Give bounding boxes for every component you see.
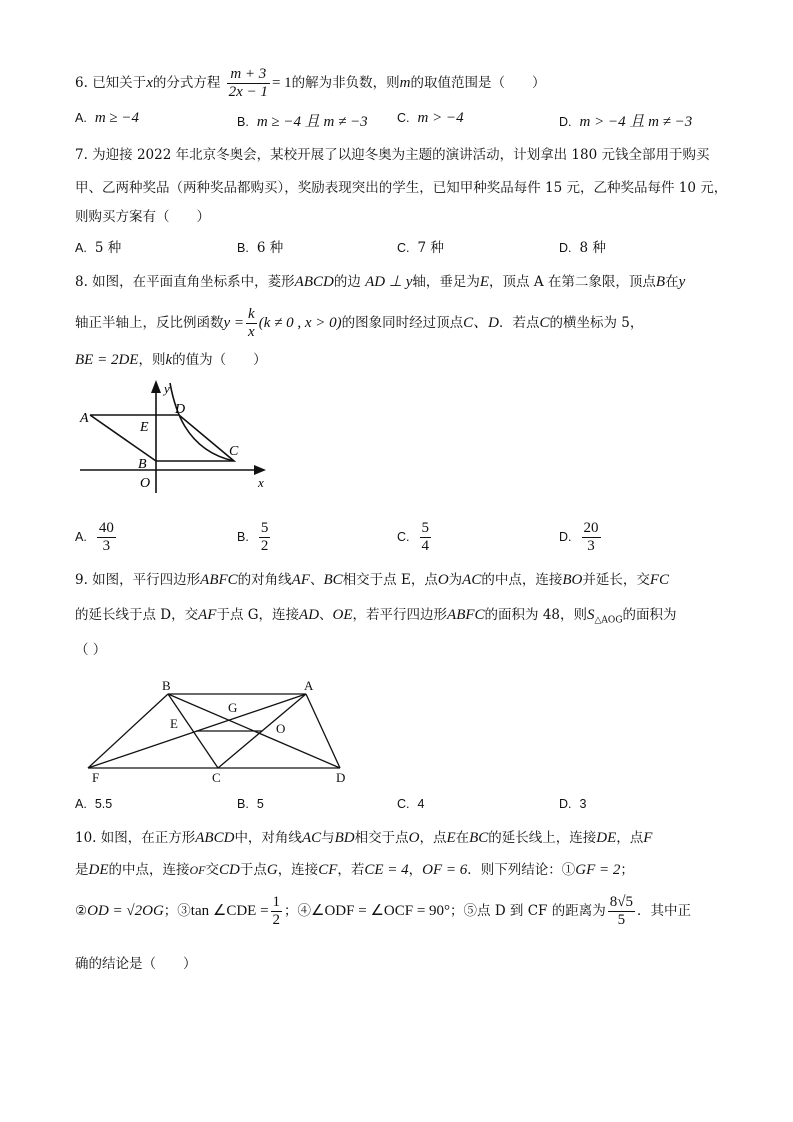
q9-option-c[interactable]: C. 4: [397, 797, 425, 811]
label-f: F: [92, 770, 100, 785]
q8-rhombus-figure: [74, 375, 274, 495]
q8-option-a[interactable]: A. $\frac{40}{3}$: [75, 520, 114, 554]
label-d: D: [175, 402, 186, 417]
q8-option-b[interactable]: B. $\frac{5}{2}$: [237, 520, 269, 554]
q7-options: [75, 236, 715, 260]
q7-line-1: 7. 为迎接 2022 年北京冬奥会，某校开展了以迎冬奥为主题的演讲活动，计划拿出 180 元钱全部用于购买: [75, 147, 710, 163]
q8-line-1: 8. 如图，在平面直角坐标系中，菱形ABCD的边 AD ⊥ y轴，垂足为E，顶点 A 在第二象限，顶点B在y: [75, 274, 686, 290]
q9-option-a[interactable]: A. 5.5: [75, 797, 113, 811]
q6-option-b[interactable]: B. m ≥ −4 且 m ≠ −3: [237, 114, 368, 130]
q10-line-2: 是DE的中点，连接OF交CD于点G，连接CF，若CE = 4，OF = 6．则下列结论：①GF = 2；: [75, 862, 634, 878]
q8-option-c[interactable]: C. $\frac{5}{4}$: [397, 520, 429, 554]
q10-line-4: 确的结论是（ ）: [75, 956, 197, 972]
label-e: E: [170, 716, 178, 731]
x-axis-arrow-icon: [254, 465, 266, 475]
q6-option-a[interactable]: A. m ≥ −4: [75, 110, 139, 126]
q8-options: [75, 520, 715, 564]
label-x: x: [258, 475, 264, 490]
rhombus-abcd: [90, 415, 234, 461]
label-o: O: [276, 721, 286, 736]
q9-line-3: （ ）: [75, 642, 107, 658]
hyperbola-curve: [170, 383, 234, 461]
q9-parallelogram-figure: [80, 676, 370, 788]
label-y: y: [164, 381, 170, 396]
label-b: B: [138, 457, 147, 472]
q10-line-1: 10. 如图，在正方形ABCD中，对角线AC与BD相交于点O，点E在BC的延长线上，连接DE，点F: [75, 830, 653, 846]
q6-equation-fraction: $\frac{m + 3}{2x - 1}$: [228, 66, 268, 100]
q8-option-d[interactable]: D. $\frac{20}{3}$: [559, 520, 599, 554]
label-a: A: [304, 678, 314, 693]
q8-function-fraction: $\frac{k}{x}$: [248, 306, 255, 340]
q6-options: [75, 110, 715, 134]
q7-option-b[interactable]: B. 6 种: [237, 240, 284, 256]
q7-line-2: 甲、乙两种奖品（两种奖品都购买），奖励表现突出的学生，已知甲种奖品每件 15 元，乙种奖品每件 10 元，: [75, 180, 728, 196]
q9-line-1: 9. 如图，平行四边形ABFC的对角线AF、BC相交于点 E，点O为AC的中点，连接BO并延长，交FC: [75, 572, 670, 588]
q6-option-d[interactable]: D. m > −4 且 m ≠ −3: [559, 114, 693, 130]
q9-option-d[interactable]: D. 3: [559, 797, 587, 811]
q10-line-3: ②OD = √2OG；③tan ∠CDE = $\frac{1}{2}$ ；④∠ODF = ∠OCF = 90°；⑤点 D 到 CF 的距离为 $\frac{8√5}{5}$ ．其中正: [75, 894, 691, 928]
label-e: E: [140, 420, 149, 435]
label-b: B: [162, 678, 171, 693]
segment-ad: [306, 694, 340, 768]
q7-option-a[interactable]: A. 5 种: [75, 240, 122, 256]
label-d: D: [336, 770, 346, 785]
q9-option-b[interactable]: B. 5: [237, 797, 264, 811]
label-c: C: [212, 770, 221, 785]
q8-line-2: 轴正半轴上，反比例函数y = $\frac{k}{x}$ (k ≠ 0 , x > 0)的图象同时经过顶点C、D．若点C的横坐标为 5，: [75, 306, 644, 340]
q9-line-2: 的延长线于点 D，交AF于点 G，连接AD、OE，若平行四边形ABFC的面积为 48，则$S_{\triangle AOG}$的面积为: [75, 607, 677, 626]
q6-stem: 6. 已知关于x的分式方程 $\frac{m + 3}{2x - 1}$ = 1的解为非负数，则m的取值范围是（ ）: [75, 66, 546, 100]
q7-option-d[interactable]: D. 8 种: [559, 240, 606, 256]
q9-options: [75, 796, 715, 820]
segment-bf: [88, 694, 168, 768]
y-axis-arrow-icon: [151, 380, 161, 393]
q6-option-c[interactable]: C. m > −4: [397, 110, 464, 126]
label-o: O: [140, 476, 151, 491]
label-g: G: [228, 700, 238, 715]
q7-line-3: 则购买方案有（ ）: [75, 209, 210, 225]
q8-line-3: BE = 2DE，则k的值为（ ）: [75, 352, 267, 368]
label-c: C: [229, 444, 239, 459]
label-a: A: [80, 411, 89, 426]
q7-option-c[interactable]: C. 7 种: [397, 240, 444, 256]
